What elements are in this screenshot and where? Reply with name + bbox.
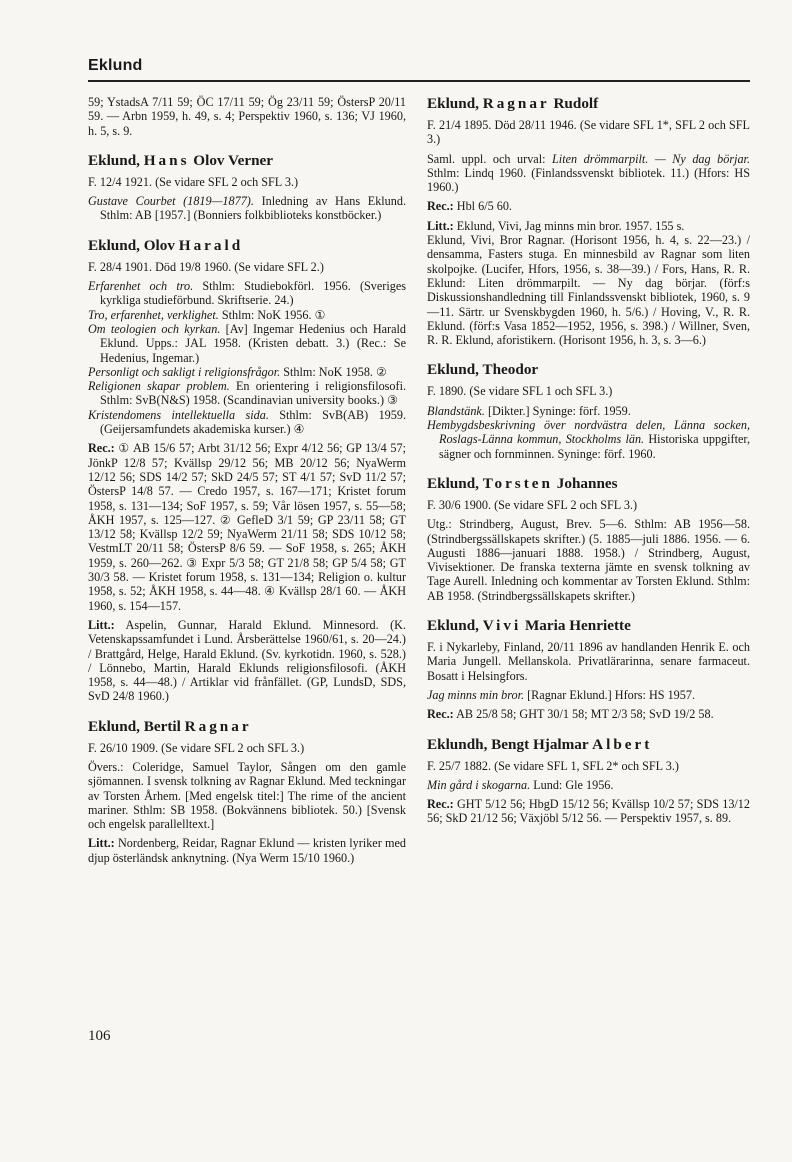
entry-heading: Eklundh, Bengt Hjalmar Albert <box>427 735 653 753</box>
translations: Övers.: Coleridge, Samuel Taylor, Sången om den gamle sjömannen. I svensk tolkning av Ragnar Eklund. Med teckningar av Torsten Århem. [Med engelsk titel:] The rime of the ancient mariner. Sthlm: SB 1958. (Bokvännens bibliotek. 50.) [Svensk och engelsk parallelltext.] <box>88 759 406 832</box>
work-item: Om teologien och kyrkan. [Av] Ingemar Hedenius och Harald Eklund. Upps.: JAL 1958. (Kristen debatt. 3.) (Rec.: Se Hedenius, Ingemar.) <box>88 321 407 365</box>
literature-more: Eklund, Vivi, Bror Ragnar. (Horisont 1956, h. 4, s. 22—23.) / densamma, Fasters stuga. En minnesbild av Ragnar som liten skolpojke. (Lucifer, Hfors, 1956, s. 38—39.) / Fors, Hans, R. R. Eklund: Liten drömmarpilt. — Ny dag börjar. (förf:s Diskussionshandledning till Finlandssvenskt bibliotek, 1960, s. 9—11. Särtr. ur Svenskbygden 1960, h. 5/6.) / Hoving, V., R. R. Eklund. (förf:s Vasa 1852—1952, 1956, s. 398.) / Willner, Sven, R. R. Eklund, aforistikern. (Horisont 1956, h. 3, s. 3—6.) <box>427 233 750 348</box>
entry-bertil-eklund <box>88 718 406 865</box>
entry-bengt-eklundh <box>427 736 750 826</box>
reviews: Rec.: AB 25/8 58; GHT 30/1 58; MT 2/3 58; SvD 19/2 58. <box>427 707 714 722</box>
running-head: Eklund <box>88 57 143 74</box>
entry-heading: Eklund, Bertil Ragnar <box>88 717 252 735</box>
entry-heading: Eklund, Vivi Maria Henriette <box>427 617 631 635</box>
entry-heading: Eklund, Hans Olov Verner <box>88 151 274 169</box>
entry-heading: Eklund, Theodor <box>427 361 539 379</box>
entry-heading: Eklund, Ragnar Rudolf <box>427 95 599 112</box>
entry-bio: F. 25/7 1882. (Se vidare SFL 1, SFL 2* och SFL 3.) <box>427 758 679 773</box>
literature: Litt.: Eklund, Vivi, Jag minns min bror. 1957. 155 s. <box>427 218 685 233</box>
entry-bio: F. 21/4 1895. Död 28/11 1946. (Se vidare SFL 1*, SFL 2 och SFL 3.) <box>427 118 750 147</box>
work-item: Erfarenhet och tro. Sthlm: Studiebokförl. 1956. (Sveriges kyrkliga studieförbund. Skriftserie. 24.) <box>88 279 406 308</box>
entry-bio: F. 30/6 1900. (Se vidare SFL 2 och SFL 3.) <box>427 497 638 512</box>
work-item: Hembygdsbeskrivning över nordvästra delen, Länna socken, Roslags-Länna kommun, Stockholms län. Historiska uppgifter, sägner och fornminnen. Syninge: förf. 1960. <box>427 418 750 461</box>
literature: Litt.: Aspelin, Gunnar, Harald Eklund. Minnesord. (K. Vetenskapssamfundet i Lund. Årsberättelse 1960/61, s. 20—24.) / Brattgård, Helge, Harald Eklund. (Sv. kyrkotidn. 1960, s. 528.) / Lönnebo, Martin, Harald Eklunds religionsfilosofi. (ÅKH 1958, s. 44—48.) / Artiklar vid frånfället. (GP, LundsD, SDS, SvD 24/8 1960.) <box>88 617 406 704</box>
entry-bio: F. 26/10 1909. (Se vidare SFL 2 och SFL 3.) <box>88 740 305 755</box>
entry-bio: F. 12/4 1921. (Se vidare SFL 2 och SFL 3.) <box>88 174 299 189</box>
entry-heading: Eklund, Torsten Johannes <box>427 474 618 492</box>
continuation-text: 59; YstadsA 7/11 59; ÖC 17/11 59; Ög 23/11 59; ÖstersP 20/11 59. — Arbn 1959, h. 49, s. 4; Perspektiv 1960, s. 136; VJ 1960, h. 5, s. 9. <box>88 95 406 138</box>
work-item: Personligt och sakligt i religionsfrågor. Sthlm: NoK 1958. ② <box>88 364 387 379</box>
work-item: Kristendomens intellektuella sida. Sthlm: SvB(AB) 1959. (Geijersamfundets akademiska kurser.) ④ <box>88 407 406 437</box>
entry-theodor-eklund <box>427 361 750 460</box>
entry-hans-eklund <box>88 152 406 223</box>
work-item: Gustave Courbet (1819—1877). Inledning av Hans Eklund. Sthlm: AB [1957.] (Bonniers folkbiblioteks konstböcker.) <box>88 194 406 223</box>
left-column <box>88 95 406 879</box>
page-number: 106 <box>88 1028 111 1044</box>
header-rule <box>88 80 750 82</box>
entry-bio: F. i Nykarleby, Finland, 20/11 1896 av handlanden Henrik E. och Maria Jungell. Mellanskola. Privatlärarinna, senare farmaceut. Bosatt i Helsingfors. <box>427 640 750 683</box>
reviews: Rec.: ① AB 15/6 57; Arbt 31/12 56; Expr 4/12 56; GP 13/4 57; JönkP 12/8 57; Kvällsp 29/12 56; MB 20/12 56; NyaWerm 12/12 56; SDS 14/2 57; SkD 24/5 57; ST 4/1 57; SvD 11/2 57; ÖstersP 14/8 57. — Credo 1957, s. 167—171; Kristet forum 1958, s. 131—134; SoF 1957, s. 59; Vår lösen 1957, s. 55—58; ÅKH 1957, s. 125—127. ② GefleD 3/1 59; GP 23/11 58; GT 13/12 58; Kvällsp 12/2 59; NyaWerm 21/11 58; SDS 10/12 58; VestmLT 20/11 58; ÖstersP 8/6 59. — SoF 1958, s. 265; ÅKH 1959, s. 260—262. ③ Expr 5/3 58; GT 21/8 58; GP 5/4 58; GT 30/3 58. — Kristet forum 1958, s. 131—134; Religion o. kultur 1958, s. 52; ÅKH 1958, s. 44—48. ④ Kvällsp 28/1 60. — ÅKH 1960, s. 154—157. <box>88 441 406 613</box>
reviews: Rec.: Hbl 6/5 60. <box>427 199 512 214</box>
reviews: Rec.: GHT 5/12 56; HbgD 15/12 56; Kvällsp 10/2 57; SDS 13/12 56; SkD 21/12 56; Växjöbl 5/12 56. — Perspektiv 1957, s. 89. <box>427 797 750 826</box>
entry-heading: Eklund, Olov Harald <box>88 236 244 254</box>
entry-vivi-eklund <box>427 617 750 721</box>
entry-bio: F. 28/4 1901. Död 19/8 1960. (Se vidare SFL 2.) <box>88 259 324 274</box>
work-item: Blandstänk. [Dikter.] Syninge: förf. 1959. <box>427 403 631 418</box>
work-item: Religionen skapar problem. En orientering i religionsfilosofi. Sthlm: SvB(N&S) 1958. (Scandinavian university books.) ③ <box>88 379 406 408</box>
entry-olov-eklund <box>88 237 406 704</box>
work-item: Jag minns min bror. [Ragnar Eklund.] Hfors: HS 1957. <box>427 687 696 702</box>
collected-editions: Saml. uppl. och urval: Liten drömmarpilt. — Ny dag börjar. Sthlm: Lindq 1960. (Finlandssvenskt bibliotek. 11.) (Hfors: HS 1960.) <box>427 151 750 195</box>
entry-continuation <box>88 95 406 138</box>
literature: Litt.: Nordenberg, Reidar, Ragnar Eklund — kristen lyriker med djup österländsk anknytning. (Nya Werm 15/10 1960.) <box>88 836 406 865</box>
work-item: Tro, erfarenhet, verklighet. Sthlm: NoK 1956. ① <box>88 307 326 322</box>
entry-bio: F. 1890. (Se vidare SFL 1 och SFL 3.) <box>427 384 613 399</box>
right-column <box>427 95 750 840</box>
editions: Utg.: Strindberg, August, Brev. 5—6. Sthlm: AB 1956—58. (Strindbergssällskapets skrifter.) (5. 1885—juli 1886. 1956. — 6. Augusti 1886—januari 1888. 1958.) / Strindberg, August, Vivisektioner. De franska texterna jämte en svensk tolkning av Tage Aurell. Inledning och kommentar av Torsten Eklund. Sthlm: AB 1958. (Strindbergssällskapets skrifter.) <box>427 517 750 603</box>
work-item: Min gård i skogarna. Lund: Gle 1956. <box>427 777 614 792</box>
entry-ragnar-eklund <box>427 95 750 347</box>
entry-torsten-eklund <box>427 475 750 603</box>
